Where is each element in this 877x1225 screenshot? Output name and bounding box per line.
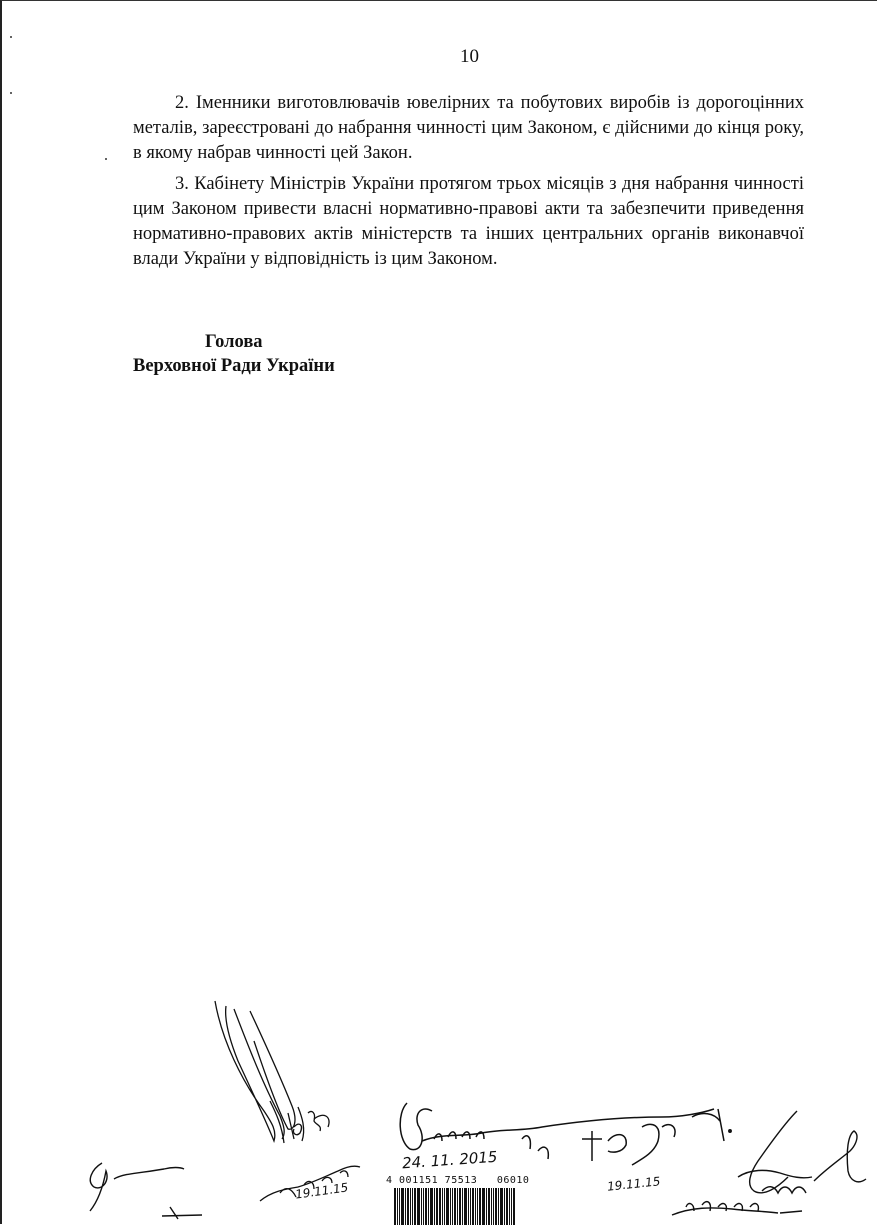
barcode-bar [462,1188,463,1225]
barcode-bar [439,1188,441,1225]
barcode-bar [414,1188,416,1225]
barcode-bar [495,1188,497,1225]
stamp-date: 24. 11. 2015 [401,1147,498,1173]
barcode-bar [500,1188,503,1225]
barcode-bar [434,1188,435,1225]
main-signature [215,1001,329,1143]
handwritten-date: 19.11.15 [294,1180,350,1202]
barcode-bar [472,1188,474,1225]
barcode-bar [452,1188,453,1225]
barcode-bar [405,1188,406,1225]
barcode-bar [436,1188,438,1225]
margin-dot [105,158,107,160]
margin-dot [10,36,12,38]
barcode-bar [397,1188,398,1225]
signatures-layer [2,1,877,1225]
barcode-bar [488,1188,490,1225]
barcode-bar [477,1188,478,1225]
barcode-bar [506,1188,508,1225]
barcode-bar [511,1188,512,1225]
initials-signature [90,1163,202,1219]
barcode-bar [442,1188,443,1225]
barcode-bar [407,1188,409,1225]
barcode-number: 4 001151 75513 06010 [386,1175,530,1186]
barcode-bar [425,1188,427,1225]
barcode-bar [464,1188,467,1225]
barcode-bar [493,1188,494,1225]
barcode-bar [417,1188,420,1225]
barcode-bar [509,1188,510,1225]
barcode-bar [423,1188,424,1225]
margin-dot [10,92,12,94]
barcode-bar [504,1188,505,1225]
barcode-bar [486,1188,487,1225]
barcode [394,1188,516,1225]
barcode-bar [450,1188,451,1225]
barcode-bar [482,1188,485,1225]
barcode-bar [399,1188,400,1225]
barcode-bar [412,1188,413,1225]
barcode-bar [457,1188,458,1225]
barcode-bar [454,1188,456,1225]
barcode-bar [498,1188,499,1225]
barcode-bar [479,1188,481,1225]
barcode-bar [444,1188,445,1225]
handwritten-date: 19.11.15 [606,1174,662,1194]
paragraph-item-3: 3. Кабінету Міністрів України протягом трьох місяців з дня набрання чинності цим Законом привести власні нормативно-правові акти та забезпечити приведення нормативно-правових актів міністерств та інших центральних органів виконавчої влади України у відповідність із цим Законом. [133,174,804,269]
page-number: 10 [460,46,479,67]
barcode-bar [470,1188,471,1225]
barcode-bar [410,1188,411,1225]
barcode-bar [394,1188,396,1225]
barcode-bar [491,1188,492,1225]
barcode-bar [459,1188,461,1225]
barcode-bar [421,1188,422,1225]
paragraph-item-2: 2. Іменники виготовлювачів ювелірних та побутових виробів із дорогоцінних металів, зареєстровані до набрання чинності цим Законом, є дійсними до кінця року, в якому набрав чинності цей Закон. [133,93,804,163]
barcode-bar [430,1188,433,1225]
right-signature [672,1111,866,1215]
barcode-bar [446,1188,449,1225]
barcode-bar [468,1188,469,1225]
signatory-title-line-2: Верховної Ради України [133,356,335,376]
barcode-bar [513,1188,515,1225]
barcode-bar [428,1188,429,1225]
barcode-bar [401,1188,404,1225]
signatory-title-line-1: Голова [205,332,263,352]
barcode-bar [475,1188,476,1225]
